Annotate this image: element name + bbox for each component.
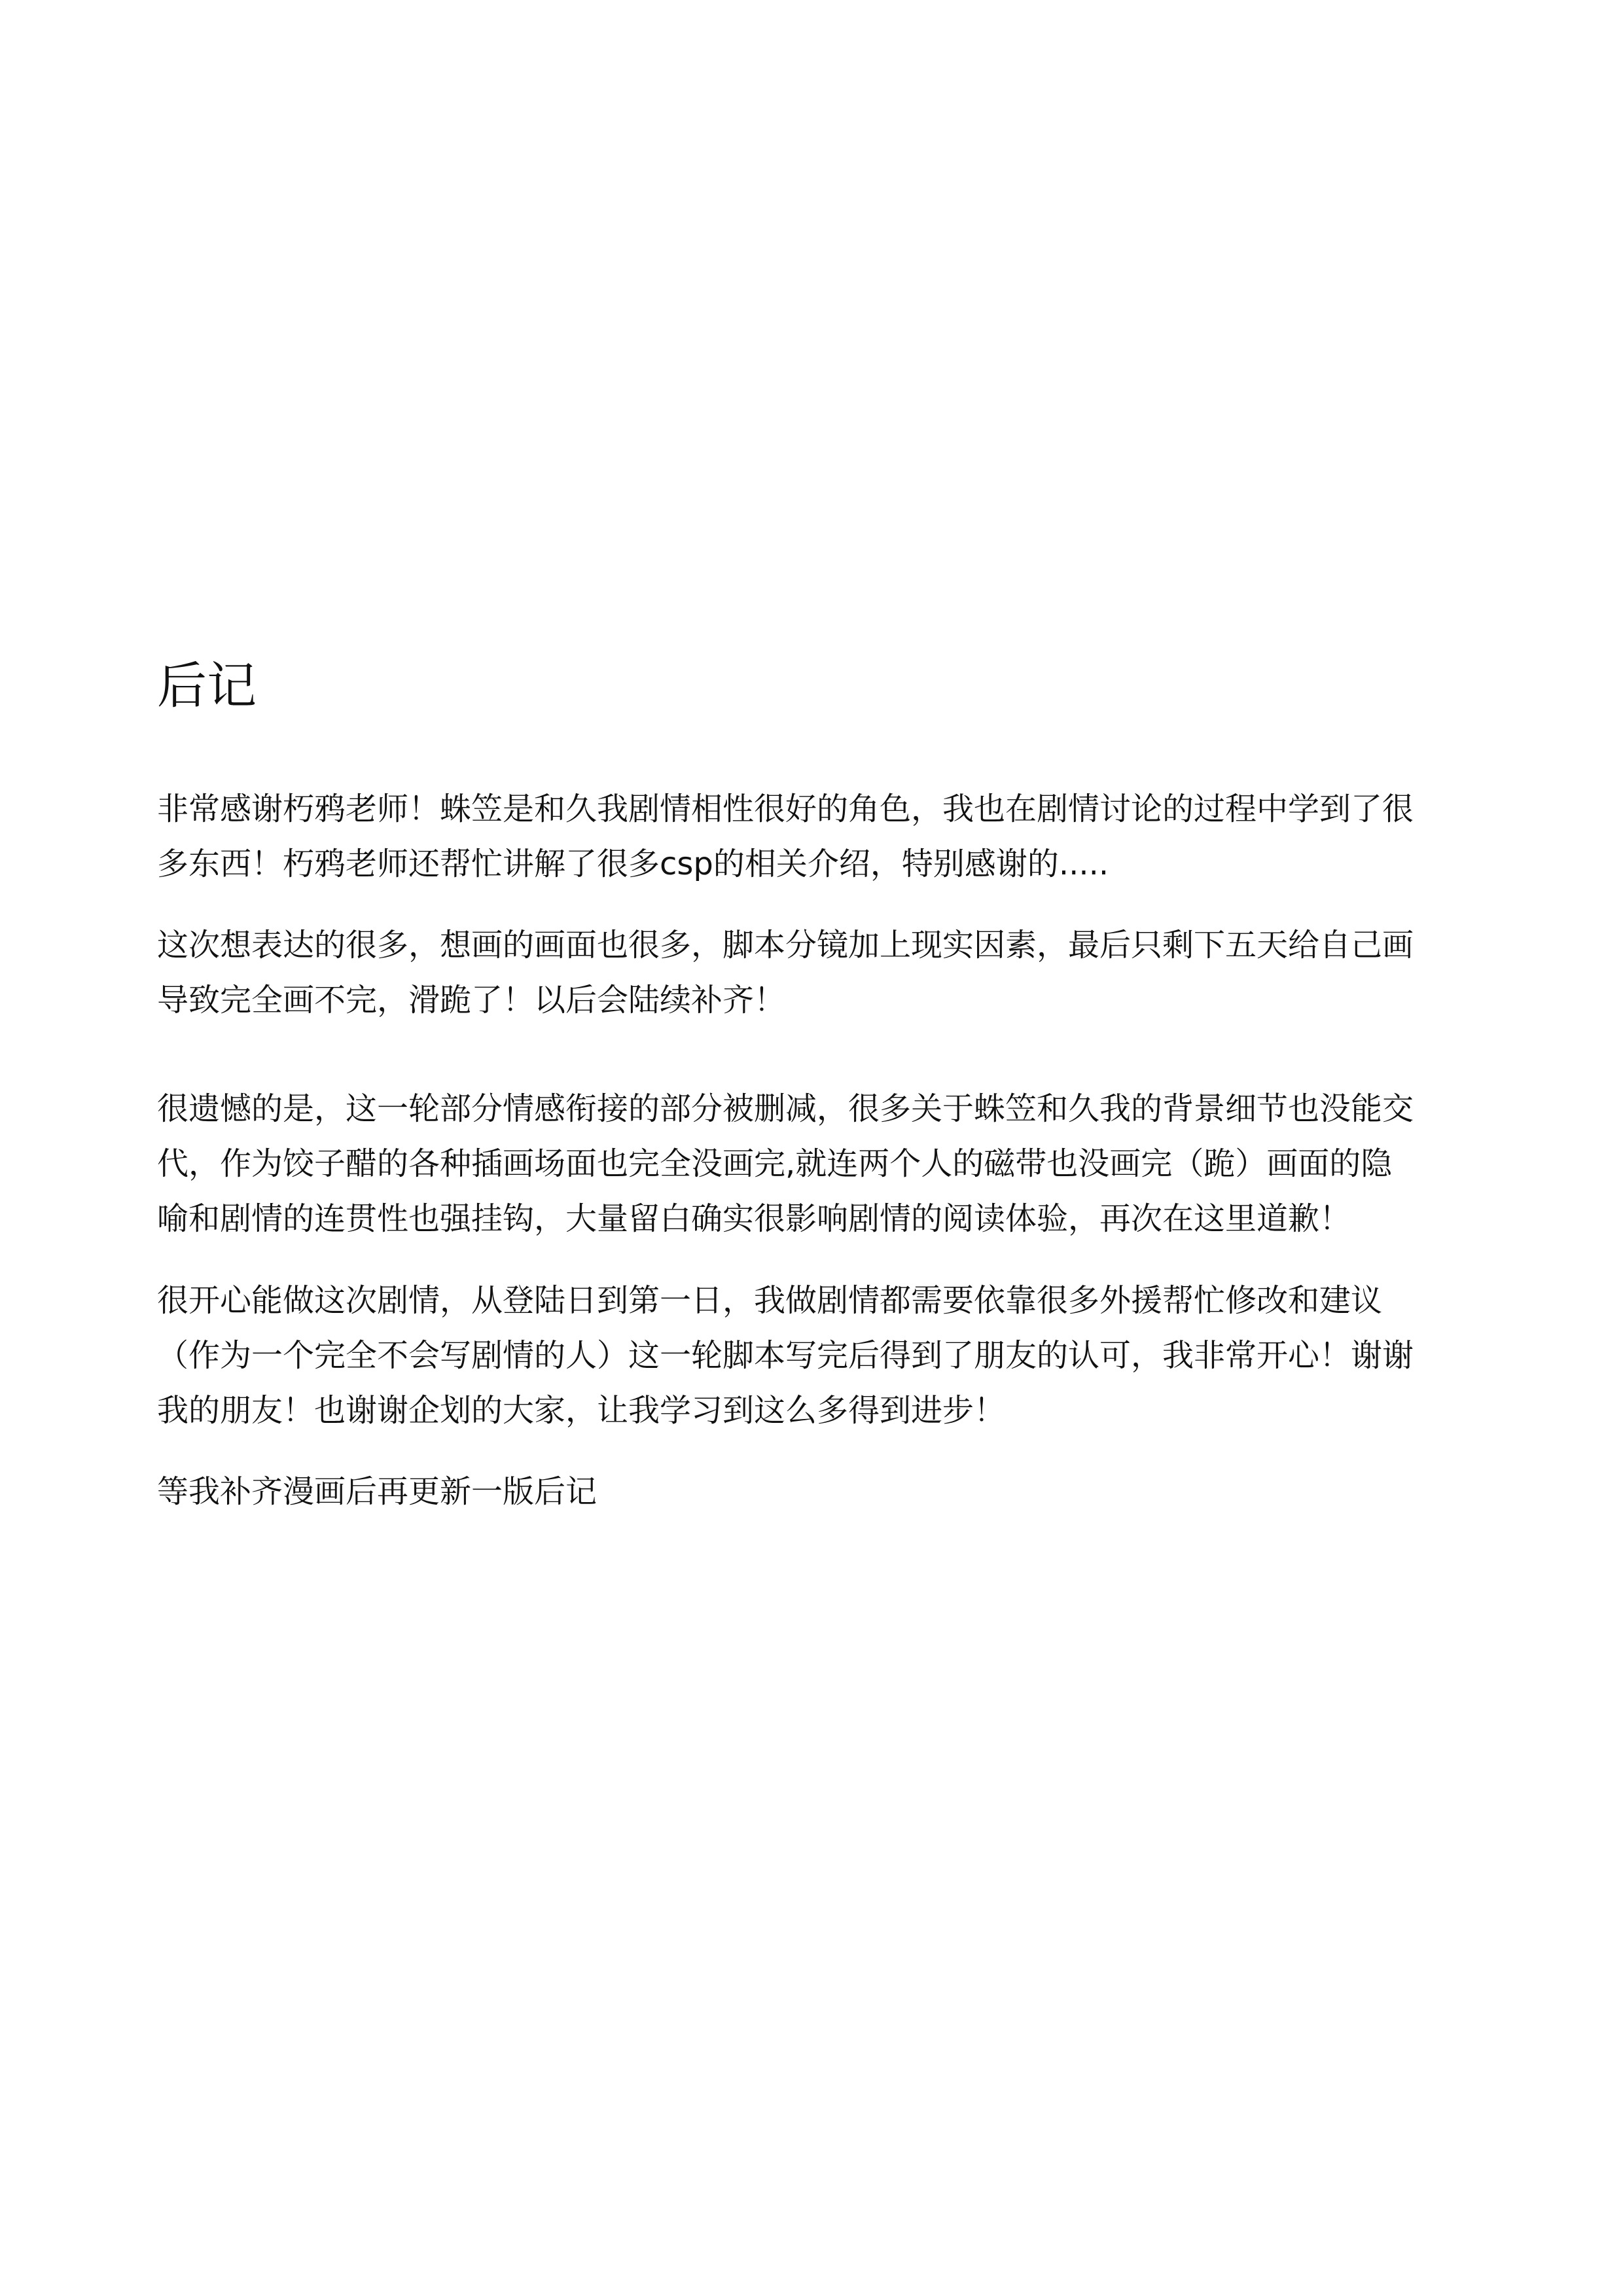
paragraph-line: 这次想表达的很多，想画的画面也很多，脚本分镜加上现实因素，最后只剩下五天给自己画 xyxy=(157,927,1414,963)
paragraph-line: 导致完全画不完，滑跪了！以后会陆续补齐！ xyxy=(157,982,786,1018)
paragraph-line: （作为一个完全不会写剧情的人）这一轮脚本写完后得到了朋友的认可，我非常开心！谢谢 xyxy=(157,1337,1414,1374)
paragraph-line: 很遗憾的是，这一轮部分情感衔接的部分被删减，很多关于蛛笠和久我的背景细节也没能交 xyxy=(157,1090,1414,1127)
page-title: 后记 xyxy=(157,656,257,715)
paragraph-line: 很开心能做这次剧情，从登陆日到第一日，我做剧情都需要依靠很多外援帮忙修改和建议 xyxy=(157,1282,1383,1319)
paragraph-line: 代，作为饺子醋的各种插画场面也完全没画完,就连两个人的磁带也没画完（跪）画面的隐 xyxy=(157,1145,1393,1182)
paragraph-line: 等我补齐漫画后再更新一版后记 xyxy=(157,1473,597,1510)
paragraph-line: 多东西！朽鸦老师还帮忙讲解了很多csp的相关介绍，特别感谢的..... xyxy=(157,846,1109,882)
paragraph-line: 我的朋友！也谢谢企划的大家，让我学习到这么多得到进步！ xyxy=(157,1392,1006,1429)
paragraph-line: 非常感谢朽鸦老师！蛛笠是和久我剧情相性很好的角色，我也在剧情讨论的过程中学到了很 xyxy=(157,791,1414,827)
paragraph-line: 喻和剧情的连贯性也强挂钩，大量留白确实很影响剧情的阅读体验，再次在这里道歉！ xyxy=(157,1200,1351,1237)
